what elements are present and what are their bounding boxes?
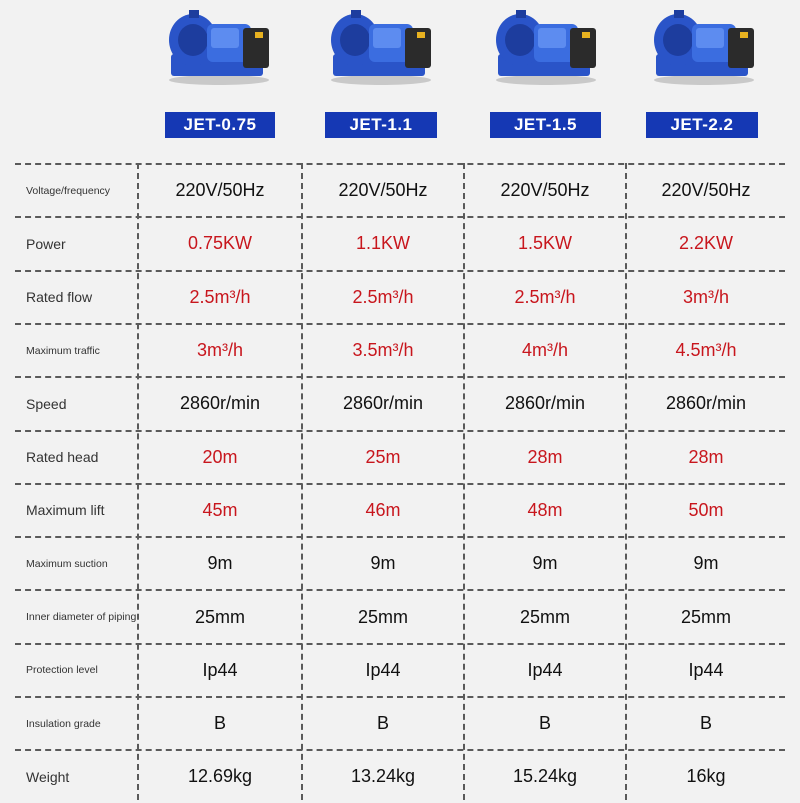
spec-label: Protection level (26, 664, 98, 677)
spec-value: 220V/50Hz (500, 180, 590, 201)
spec-row (15, 323, 785, 376)
spec-value: 2860r/min (665, 393, 747, 414)
spec-row (15, 696, 785, 749)
spec-value: 1.1KW (355, 233, 411, 254)
model-label: JET-1.5 (490, 112, 601, 138)
spec-row (15, 376, 785, 429)
spec-label: Insulation grade (26, 717, 101, 730)
spec-value: 9m (370, 553, 396, 574)
spec-value: 20m (202, 446, 238, 467)
spec-value: 3.5m³/h (352, 340, 414, 361)
spec-value: 45m (202, 499, 238, 520)
spec-value: 25mm (194, 606, 245, 627)
spec-row (15, 483, 785, 536)
column-divider (137, 163, 139, 800)
product-column-1 (139, 0, 299, 150)
pump-icon (648, 6, 760, 86)
spec-value: Ip44 (688, 659, 724, 680)
spec-value: 2860r/min (504, 393, 586, 414)
spec-value: 15.24kg (512, 766, 578, 787)
spec-value: 9m (532, 553, 558, 574)
column-divider (463, 163, 465, 800)
spec-label: Maximum traffic (26, 344, 100, 357)
spec-row (15, 270, 785, 323)
spec-row (15, 749, 785, 802)
spec-value: 2860r/min (179, 393, 261, 414)
spec-value: B (213, 713, 226, 734)
spec-label: Maximum suction (26, 557, 108, 570)
spec-value: B (538, 713, 551, 734)
spec-value: 2.5m³/h (189, 286, 251, 307)
column-divider (301, 163, 303, 800)
spec-value: 220V/50Hz (338, 180, 428, 201)
spec-row (15, 643, 785, 696)
spec-value: 16kg (686, 766, 726, 787)
spec-value: 220V/50Hz (175, 180, 265, 201)
model-label: JET-1.1 (325, 112, 437, 138)
product-header (0, 0, 800, 160)
product-column-2 (301, 0, 461, 150)
spec-value: Ip44 (202, 659, 238, 680)
spec-value: 48m (527, 499, 563, 520)
spec-value: 50m (688, 499, 724, 520)
spec-value: 3m³/h (196, 340, 243, 361)
spec-value: 2.2KW (678, 233, 734, 254)
spec-value: 9m (693, 553, 719, 574)
model-label: JET-2.2 (646, 112, 758, 138)
spec-value: 3m³/h (682, 286, 729, 307)
spec-label: Speed (26, 395, 67, 412)
product-column-4 (624, 0, 784, 150)
spec-row (15, 216, 785, 269)
spec-value: 2.5m³/h (352, 286, 414, 307)
spec-row (15, 536, 785, 589)
spec-value: 12.69kg (187, 766, 253, 787)
product-column-3 (466, 0, 626, 150)
spec-label: Maximum lift (26, 502, 105, 519)
spec-label: Rated flow (26, 289, 93, 306)
spec-value: 13.24kg (350, 766, 416, 787)
spec-value: 220V/50Hz (661, 180, 751, 201)
spec-value: 2860r/min (342, 393, 424, 414)
spec-label: Power (26, 235, 66, 252)
model-label: JET-0.75 (165, 112, 275, 138)
pump-icon (163, 6, 275, 86)
spec-label: Rated head (26, 449, 99, 466)
spec-value: 4.5m³/h (675, 340, 737, 361)
spec-value: Ip44 (365, 659, 401, 680)
spec-value: B (699, 713, 712, 734)
column-divider (625, 163, 627, 800)
spec-value: B (376, 713, 389, 734)
spec-value: 0.75KW (187, 233, 253, 254)
spec-label: Inner diameter of piping (26, 611, 137, 624)
spec-value: 4m³/h (521, 340, 568, 361)
spec-value: Ip44 (527, 659, 563, 680)
spec-value: 46m (365, 499, 401, 520)
spec-value: 28m (527, 446, 563, 467)
spec-label: Voltage/frequency (26, 184, 111, 197)
pump-icon (490, 6, 602, 86)
spec-value: 1.5KW (517, 233, 573, 254)
spec-label: Weight (26, 768, 70, 785)
spec-value: 2.5m³/h (514, 286, 576, 307)
spec-row (15, 163, 785, 216)
pump-icon (325, 6, 437, 86)
spec-value: 25mm (357, 606, 408, 627)
spec-row (15, 430, 785, 483)
spec-value: 9m (207, 553, 233, 574)
spec-value: 28m (688, 446, 724, 467)
spec-value: 25m (365, 446, 401, 467)
spec-row (15, 589, 785, 642)
spec-value: 25mm (680, 606, 731, 627)
spec-value: 25mm (519, 606, 570, 627)
